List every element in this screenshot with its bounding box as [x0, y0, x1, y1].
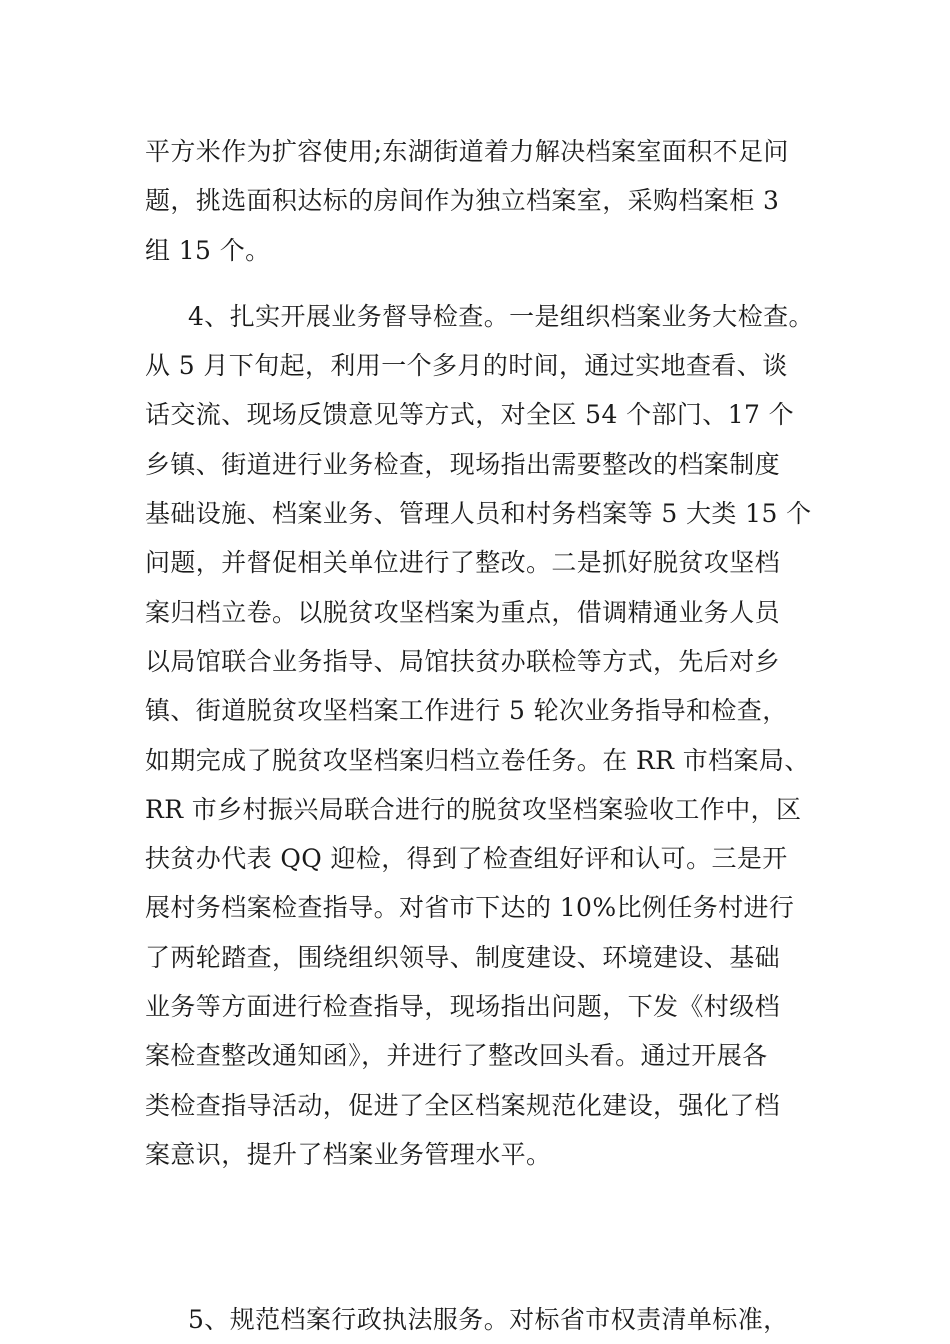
text-line: 以局馆联合业务指导、局馆扶贫办联检等方式，先后对乡: [145, 646, 781, 676]
text-line: [145, 1229, 825, 1278]
text-line: 案意识，提升了档案业务管理水平。: [145, 1139, 552, 1169]
text-line: 题，挑选面积达标的房间作为独立档案室，采购档案柜 3: [145, 186, 780, 216]
document-body: [145, 127, 825, 1344]
text-line: [145, 1179, 825, 1228]
text-line: 案归档立卷。以脱贫攻坚档案为重点，借调精通业务人员: [145, 597, 781, 627]
text-line: 5、规范档案行政执法服务。对标省市权责清单标准，: [188, 1304, 789, 1334]
text-line: 扶贫办代表 QQ 迎检，得到了检查组好评和认可。三是开: [145, 844, 788, 874]
text-line: 乡镇、街道进行业务检查，现场指出需要整改的档案制度: [145, 449, 781, 479]
paragraph-item-4: [145, 292, 825, 1278]
text-line: 镇、街道脱贫攻坚档案工作进行 5 轮次业务指导和检查，: [145, 696, 788, 726]
text-line: 类检查指导活动，促进了全区档案规范化建设，强化了档: [145, 1090, 781, 1120]
paragraph-continued: [145, 127, 825, 275]
text-line: 如期完成了脱贫攻坚档案归档立卷任务。在 RR 市档案局、: [145, 745, 810, 775]
text-line: 问题，并督促相关单位进行了整改。二是抓好脱贫攻坚档: [145, 548, 781, 578]
text-line: 4、扎实开展业务督导检查。一是组织档案业务大检查。: [188, 301, 814, 331]
text-line: 基础设施、档案业务、管理人员和村务档案等 5 大类 15 个: [145, 499, 812, 529]
text-line: RR 市乡村振兴局联合进行的脱贫攻坚档案验收工作中，区: [145, 794, 802, 824]
paragraph-item-5: [145, 1295, 825, 1344]
text-line: 平方米作为扩容使用;东湖街道着力解决档案室面积不足问: [145, 137, 789, 166]
text-line: 组 15 个。: [145, 235, 271, 265]
text-line: 展村务档案检查指导。对省市下达的 10%比例任务村进行: [145, 893, 795, 923]
text-line: 案检查整改通知函》，并进行了整改回头看。通过开展各: [145, 1041, 768, 1071]
text-line: 从 5 月下旬起，利用一个多月的时间，通过实地查看、谈: [145, 351, 788, 381]
text-line: 话交流、现场反馈意见等方式，对全区 54 个部门、17 个: [145, 400, 795, 430]
text-line: 业务等方面进行检查指导，现场指出问题，下发《村级档: [145, 992, 781, 1022]
text-line: 了两轮踏查，围绕组织领导、制度建设、环境建设、基础: [145, 942, 781, 972]
